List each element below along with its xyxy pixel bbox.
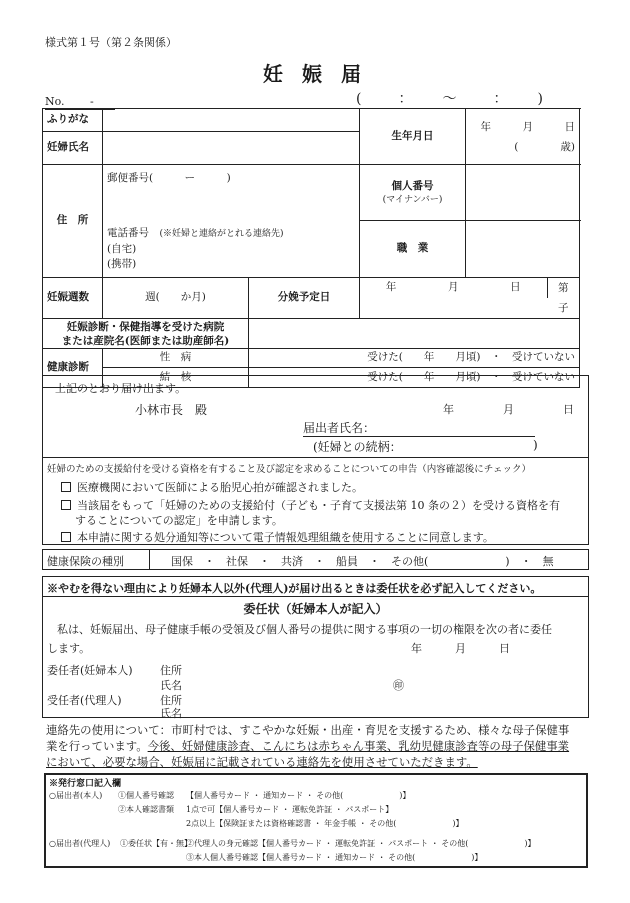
- main-table: [42, 108, 590, 388]
- weeks-field[interactable]: 週( か月): [103, 278, 249, 319]
- postal-code: 郵便番号( ー ): [107, 172, 231, 184]
- delegate-name[interactable]: 氏名: [160, 707, 182, 720]
- birthdate-date: 年 月 日: [480, 120, 575, 133]
- due-date-field[interactable]: 年 月 日 第 子: [360, 278, 580, 319]
- std-result[interactable]: 受けた( 年 月頃) ・ 受けていない: [249, 349, 580, 368]
- address-field[interactable]: [103, 165, 360, 278]
- address-label: 住 所: [43, 165, 103, 278]
- name-field[interactable]: [103, 132, 360, 165]
- home-phone-label: (自宅): [107, 243, 137, 255]
- delegate-address[interactable]: 住所: [160, 694, 182, 707]
- phone-note: (※妊婦と連絡がとれる連絡先): [159, 229, 284, 239]
- proxy-title: 委任状（妊婦本人が記入）: [243, 602, 388, 616]
- furigana-label: ふりがな: [43, 109, 103, 132]
- due-date-label: 分娩予定日: [249, 278, 360, 319]
- contact-use-notice: 連絡先の使用について：市町村では、すこやかな妊娠・出産・育児を支援するため、様々な母子保健事: [46, 723, 570, 737]
- age: ( 歳): [514, 140, 575, 153]
- proxy-body: 私は、妊娠届出、母子健康手帳の受領及び個人番号の提供に関する事項の一切の権限を次の者に委任: [57, 623, 552, 636]
- office-use-box: ※発行窓口記入欄 ○届出者(本人) ①個人番号確認 【個人番号カード ・ 通知カード ・ その他( )】 ②本人確認書類 1点で可【個人番号カード ・ 運転免許証 ・ パスポート】 2点以上【保険証または資格確認書 ・ 年金手帳 ・ その他( )】 ○届出者(代理人) ①委任状【有・無】 ②代理人の身元確認【個人番号カード ・ 運転免許証 ・ パスポート ・ その他( )】 ③本人個人番号確認【個人番号カード ・ 通知カード ・ その他( )】: [44, 773, 588, 868]
- no-field: No. -: [45, 93, 115, 110]
- my-number-label: 個人番号 (マイナンバー): [360, 165, 466, 221]
- checkbox[interactable]: [61, 482, 71, 492]
- relation-field[interactable]: (妊婦との続柄：: [313, 440, 402, 454]
- insurance-options[interactable]: 国保 ・ 社保 ・ 共済 ・ 船員 ・ その他( ) ・ 無: [171, 555, 554, 568]
- proxy-box: ※やむを得ない理由により妊婦本人以外(代理人)が届け出るときは委任状を必ず記入してください。 委任状（妊婦本人が記入） 私は、妊娠届出、母子健康手帳の受領及び個人番号の提供に関する事項の一切の権限を次の者に委任 します。 年 月 日 委任者(妊婦本人) 住所 氏名 ㊞ 受任者(代理人) 住所 氏名: [42, 576, 589, 718]
- std-label: 性 病: [103, 349, 249, 368]
- weeks-label: 妊娠週数: [43, 278, 103, 319]
- phone-label: 電話番号: [107, 227, 149, 239]
- insurance-label: 健康保険の種別: [47, 555, 124, 568]
- declaration-intro: 上記のとおり届け出ます。: [55, 382, 187, 395]
- my-number-field[interactable]: [466, 165, 580, 221]
- hospital-label: 妊娠診断・保健指導を受けた病院 または産院名(医師または助産師名): [43, 319, 249, 349]
- form-number: 様式第１号（第２条関係）: [45, 36, 177, 49]
- check-heartbeat[interactable]: 医療機関において医師による胎児心拍が確認されました。: [61, 479, 363, 495]
- delegate-label: 受任者(代理人): [47, 694, 122, 707]
- declaration-box: 上記のとおり届け出ます。 小林市長 殿 年 月 日 届出者氏名： (妊婦との続柄： ) 妊婦のための支援給付を受ける資格を有すること及び認定を求めることについての申告（内容確認後にチェック） 医療機関において医師による胎児心拍が確認されました。 当該届をもって「妊婦のための支援給付（子ども・子育て支援法第 10 条の２）を受ける資格を有 することについての認定」を申請します。 本申請に関する処分通知等について電子情報処理組織を使用することに同意します。: [42, 375, 589, 545]
- mobile-phone-label: (携帯): [107, 258, 137, 270]
- occupation-field[interactable]: [466, 221, 580, 278]
- delegator-address[interactable]: 住所: [160, 664, 182, 677]
- hospital-field[interactable]: [249, 319, 580, 349]
- page-title: 妊 娠 届: [263, 62, 367, 86]
- birthdate-label: 生年月日: [360, 109, 466, 165]
- checkup-label: 健康診断: [43, 349, 103, 388]
- check-certification[interactable]: 当該届をもって「妊婦のための支援給付（子ども・子育て支援法第 10 条の２）を受ける資格を有: [61, 497, 560, 513]
- applicant-name-field[interactable]: 届出者氏名：: [303, 419, 535, 437]
- delegator-name[interactable]: 氏名: [160, 679, 182, 692]
- tb-result[interactable]: 受けた( 年 月頃) ・ 受けていない: [249, 368, 580, 388]
- checkbox[interactable]: [61, 500, 71, 510]
- declaration-text: 妊婦のための支援給付を受ける資格を有すること及び認定を求めることについての申告（内容確認後にチェック）: [47, 464, 532, 475]
- furigana-field[interactable]: [103, 109, 360, 132]
- time-range: ( ： ～ ： ): [356, 91, 546, 107]
- office-title: ※発行窓口記入欄: [49, 779, 122, 789]
- occupation-label: 職 業: [360, 221, 466, 278]
- pregnancy-notification-form: 様式第１号（第２条関係） 妊 娠 届 No. - ( ： ～ ： ) ふりがな 生年月日 年 月 日 ( 歳) 妊婦氏名 住 所 郵便番号( ー ) 電話番号 (※妊婦と連絡がとれる連絡先) (自宅) (携帯) 個人番号 (マイナンバー) 職 業 妊娠週数 週( か月) 分娩予定日 年 月 日 第 子 妊娠診断・保健指導を受けた病院 または産院名(医師または助産師名) 健康診断 性 病 受けた( 年 月頃) ・ 受けていない 結 核 受けた( 年 月頃) ・ 受けていない 上記のとおり届け出ます。 小林市長 殿 年 月 日 届出者氏名： (妊婦との続柄： ) 妊婦のための支援給付を受ける資格を有すること及び認定を求めることについての申告（内容確認後にチェック） 医療機関において医師による胎児心拍が確認されました。 当該届をもって「妊婦のための支援給付（子ども・子育て支援法第 10 条の２）を受ける資格を有 することについての認定」を申請します。 本申請に関する処分通知等について電子情報処理組織を使用することに同意します。 健康保険の種別 国保 ・ 社保 ・ 共済 ・ 船員 ・ その他( ) ・ 無 ※やむを得ない理由により妊婦本人以外(代理人)が届け出るときは委任状を必ず記入してください。 委任状（妊婦本人が記入） 私は、妊娠届出、母子健康手帳の受領及び個人番号の提供に関する事項の一切の権限を次の者に委任 します。 年 月 日 委任者(妊婦本人) 住所 氏名 ㊞ 受任者(代理人) 住所 氏名 連絡先の使用について：市町村では、すこやかな妊娠・出産・育児を支援するため、様々な母子保健事 業を行っています。今後、妊婦健康診査、こんにちは赤ちゃん事業、乳幼児健康診査等の母子保健事業 において、必要な場合、妊娠届に記載されている連絡先を使用させていただきます。 ※発行窓口記入欄 ○届出者(本人) ①個人番号確認 【個人番号カード ・ 通知カード ・ その他( )】 ②本人確認書類 1点で可【個人番号カード ・ 運転免許証 ・ パスポート】 2点以上【保険証または資格確認書 ・ 年金手帳 ・ その他( )】 ○届出者(代理人) ①委任状【有・無】 ②代理人の身元確認【個人番号カード ・ 運転免許証 ・ パスポート ・ その他( )】 ③本人個人番号確認【個人番号カード ・ 通知カード ・ その他( )】: [0, 0, 630, 903]
- mayor-addressee: 小林市長 殿: [135, 403, 208, 417]
- child-order: 第 子: [558, 282, 590, 314]
- birthdate-field[interactable]: [466, 109, 580, 165]
- proxy-notice: ※やむを得ない理由により妊婦本人以外(代理人)が届け出るときは委任状を必ず記入してください。: [47, 582, 542, 595]
- name-label: 妊婦氏名: [43, 132, 103, 165]
- seal-mark: ㊞: [393, 679, 404, 692]
- tb-label: 結 核: [103, 368, 249, 388]
- insurance-row: [42, 549, 589, 570]
- check-electronic[interactable]: 本申請に関する処分通知等について電子情報処理組織を使用することに同意します。: [61, 529, 494, 545]
- delegator-label: 委任者(妊婦本人): [47, 664, 133, 677]
- proxy-date[interactable]: 年 月 日: [411, 642, 510, 655]
- checkbox[interactable]: [61, 532, 71, 542]
